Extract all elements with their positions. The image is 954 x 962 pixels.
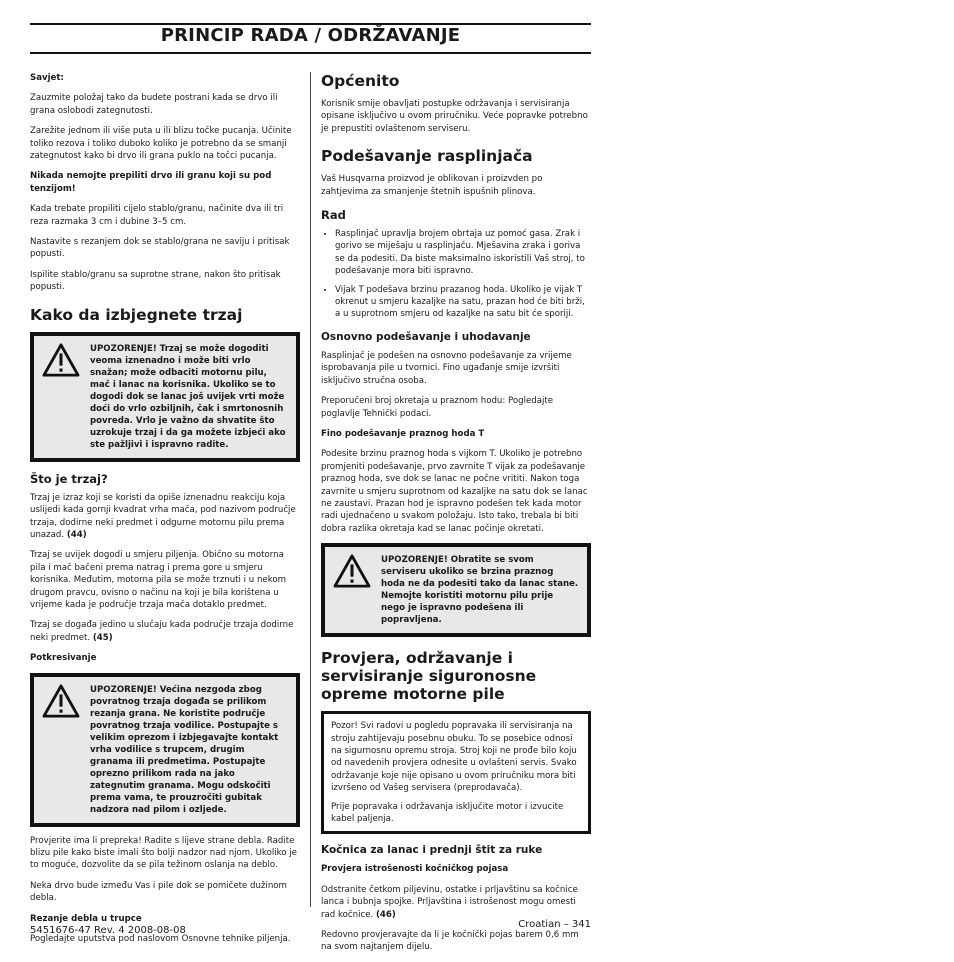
right-column	[321, 72, 591, 962]
idle-warning-text: UPOZORENJE! Obratite se svom serviseru ukoliko se brzina praznog hoda ne da podesiti tako da lanac stane. Nemojte koristiti motornu pilu prije nego je ispravno podešena ili popravljena.	[381, 555, 579, 626]
column-divider	[310, 72, 311, 907]
figure-ref-45: (45)	[92, 632, 113, 643]
kickback-paragraph-text: Trzaj je izraz koji se koristi da opiše iznenadnu reakciju koja uslijedi kada gornji kvadrat vrha mača, pod nazivom područje trzaja, dodirne neki predmet i odgurne motornu pilu prema unazad.	[30, 492, 296, 540]
page-number: Croatian – 341	[518, 919, 591, 930]
warning-triangle-icon	[42, 343, 80, 377]
carburettor-paragraph: Vaš Husqvarna proizvod je oblikovan i proizvden po zahtjevima za smanjenje štetnih ispušnih plinova.	[321, 174, 543, 197]
rad-list	[321, 228, 591, 321]
figure-ref-44: (44)	[66, 529, 87, 540]
kickback-paragraph-text: Trzaj se događa jedino u slučaju kada područje trzaja dodirne neki predmet.	[30, 620, 294, 643]
savjet-label: Savjet:	[30, 73, 64, 83]
list-item: • Vijak T podešava brzinu prazanog hoda. Ukoliko je vijak T okrenut u smjeru kazaljke na satu, prazan hod će biti brži, a u suprotnom smjeru od kazaljke na satu bit će sporiji.	[335, 284, 591, 321]
safety-note-paragraph: Prije popravaka i održavanja isključite motor i izvucite kabel paljenja.	[331, 801, 564, 824]
idle-warning-box	[321, 543, 591, 637]
savjet-paragraph: Zauzmite položaj tako da budete postrani kada se drvo ili grana oslobodi zategnutosti.	[30, 93, 278, 116]
brake-paragraph: Redovno provjeravajte da li je kočnički pojas barem 0,6 mm na svom najtanjem dijelu.	[321, 930, 579, 953]
general-heading: Općenito	[321, 72, 400, 90]
left-column	[30, 72, 300, 953]
kickback-warning-box	[30, 332, 300, 462]
what-is-kickback-heading: Što je trzaj?	[30, 471, 108, 486]
warning-triangle-icon	[333, 554, 371, 588]
basic-setting-paragraph: Rasplinjač je podešen na osnovno podešavanje za vrijeme isprobavanja pile u tvornici. Fino ugađanje smije izvršiti isključivo stručna osoba.	[321, 350, 572, 386]
brake-paragraph	[321, 884, 591, 921]
general-paragraph: Korisnik smije obavljati postupke održavanja i servisiranja opisane isključivo u ovom priručniku. Veće popravke potrebno je prepustiti ovlaštenom serviseru.	[321, 99, 588, 134]
page-title: PRINCIP RADA / ODRŽAVANJE	[160, 25, 461, 46]
kickback-paragraph	[30, 619, 300, 644]
savjet-paragraph: Kada trebate propiliti cijelo stablo/granu, načinite dva ili tri reza razmaka 3 cm i dubine 3–5 cm.	[30, 204, 284, 227]
potkresivanje-label: Potkresivanje	[30, 653, 97, 664]
document-code: 5451676-47 Rev. 4 2008-08-08	[30, 925, 186, 936]
savjet-paragraph: Zarežite jednom ili više puta u ili blizu točke pucanja. Učinite toliko rezova i toliko duboko koliko je potrebno da se smanji zategnutost kako bi drvo ili grana puklo na točci pucanja.	[30, 126, 292, 162]
carburettor-heading: Podešavanje rasplinjača	[321, 147, 533, 166]
kickback-paragraph: Trzaj se uvijek dogodi u smjeru piljenja. Obično su motorna pila i mač bačeni prema natrag i prema gore u smjeru korisnika. Međutim, motorna pila se može trznuti i u nekom drugom pravcu, ovisno o načinu na koji je bila korištena u vrijeme kada je područje trzaja mača dotaklo predmet.	[30, 550, 287, 610]
savjet-paragraph: Nastavite s rezanjem dok se stablo/grana ne saviju i pritisak popusti.	[30, 237, 290, 260]
brake-band-label: Provjera istrošenosti kočničkog pojasa	[321, 864, 509, 875]
limbing-paragraph: Neka drvo bude između Vas i pile dok se pomičete dužinom debla.	[30, 880, 287, 904]
list-item: • Rasplinjač upravlja brojem obrtaja uz pomoć gasa. Zrak i gorivo se miješaju u rasplinjaču. Mješavina zraka i goriva se da podesiti. Da biste maksimalno iskoristili Vaš stroj, to podešavanje mora biti ispravno.	[335, 228, 591, 278]
brake-paragraph-text: Odstranite četkom piljevinu, ostatke i prljavštinu sa kočnice lanca i bubnja spojke. Prljavština i istrošenost mogu omesti rad kočnice.	[321, 884, 578, 920]
kickback-paragraph	[30, 492, 300, 542]
header-bottom-rule	[30, 52, 591, 54]
warning-triangle-icon	[42, 684, 80, 718]
safety-note-paragraph: Pozor! Svi radovi u pogledu popravaka ili servisiranja na stroju zahtijevaju posebnu obuku. To se posebice odnosi na sigurnosnu opremu stroja. Stroj koji ne prođe bilo koju od navedenih provjera odnesite u ovlašteni servis. Svako održavanje koje nije opisano u ovom priručniku mora biti izvršeno od Vašeg servisera (preprodavača).	[331, 721, 577, 794]
basic-setting-heading: Osnovno podešavanje i uhodavanje	[321, 330, 531, 343]
savjet-warning-text: Nikada nemojte prepiliti drvo ili granu koji su pod tenzijom!	[30, 171, 272, 194]
limbing-paragraph: Provjerite ima li prepreka! Radite s lijeve strane debla. Radite blizu pile kako biste imali što bolji nadzor nad njom. Ukoliko je to moguće, dozvolite da se pila težinom oslanja na deblo.	[30, 835, 297, 871]
figure-ref-46: (46)	[375, 909, 396, 920]
rezanje-paragraph: Pogledajte uputstva pod naslovom Osnovne tehnike piljenja.	[30, 934, 291, 944]
rad-heading: Rad	[321, 208, 346, 223]
kickback-heading: Kako da izbjegnete trzaj	[30, 305, 243, 324]
limbing-warning-text: UPOZORENJE! Većina nezgoda zbog povratnog trzaja događa se prilikom rezanja grana. Ne koristite područje povratnog trzaja vodilice. Postupajte s velikim oprezom i izbjegavajte kontakt vrha vodilice s trupcem, drugim granama ili predmetima. Postupajte oprezno prilikom rada na jako zategnutim granama. Mogu odskočiti prema vama, te prouzročiti gubitak nadzora nad pilom i ozljede.	[90, 684, 279, 815]
safety-note-box	[321, 711, 591, 834]
fine-adjust-paragraph: Podesite brzinu praznog hoda s vijkom T. Ukoliko je potrebno promjeniti podešavanje, prvo zavrnite T vijak za podešavanje praznog hoda, sve dok se lanac ne počne vrititi. Nakon toga zavrnite u smjeru suprotnom od kazaljke na satu dok se lanac ne zaustavi. Prazan hod je ispravno podešen tek kada motor radi ujednačeno u svakom položaju. Isto tako, trebala bi biti dobra razlika okretaja kad se lanac počinje okretati.	[321, 449, 588, 534]
fine-adjust-label: Fino podešavanje praznog hoda T	[321, 428, 485, 439]
kickback-warning-text: UPOZORENJE! Trzaj se može dogoditi veoma iznenadno i može biti vrlo snažan; može odbaciti motornu pilu, mač i lanac na korisnika. Ukoliko se to dogodi dok se lanac još uvijek vrti može doći do vrlo ozbiljnih, čak i smrtonosnih povreda. Vrlo je važno da shvatite što uzrokuje trzaj i da ga možete izbjeći ako ste pažljivi i ispravno radite.	[90, 343, 286, 450]
rezanje-label: Rezanje debla u trupce	[30, 913, 142, 924]
safety-equipment-heading: Provjera, održavanje i servisiranje siguronosne opreme motorne pile	[321, 649, 537, 704]
savjet-paragraph: Ispilite stablo/granu sa suprotne strane, nakon što pritisak popusti.	[30, 269, 281, 293]
basic-setting-paragraph: Preporučeni broj okretaja u praznom hodu: Pogledajte poglavlje Tehnički podaci.	[321, 396, 554, 419]
limbing-warning-box	[30, 673, 300, 827]
chain-brake-heading: Kočnica za lanac i prednji štit za ruke	[321, 844, 543, 857]
